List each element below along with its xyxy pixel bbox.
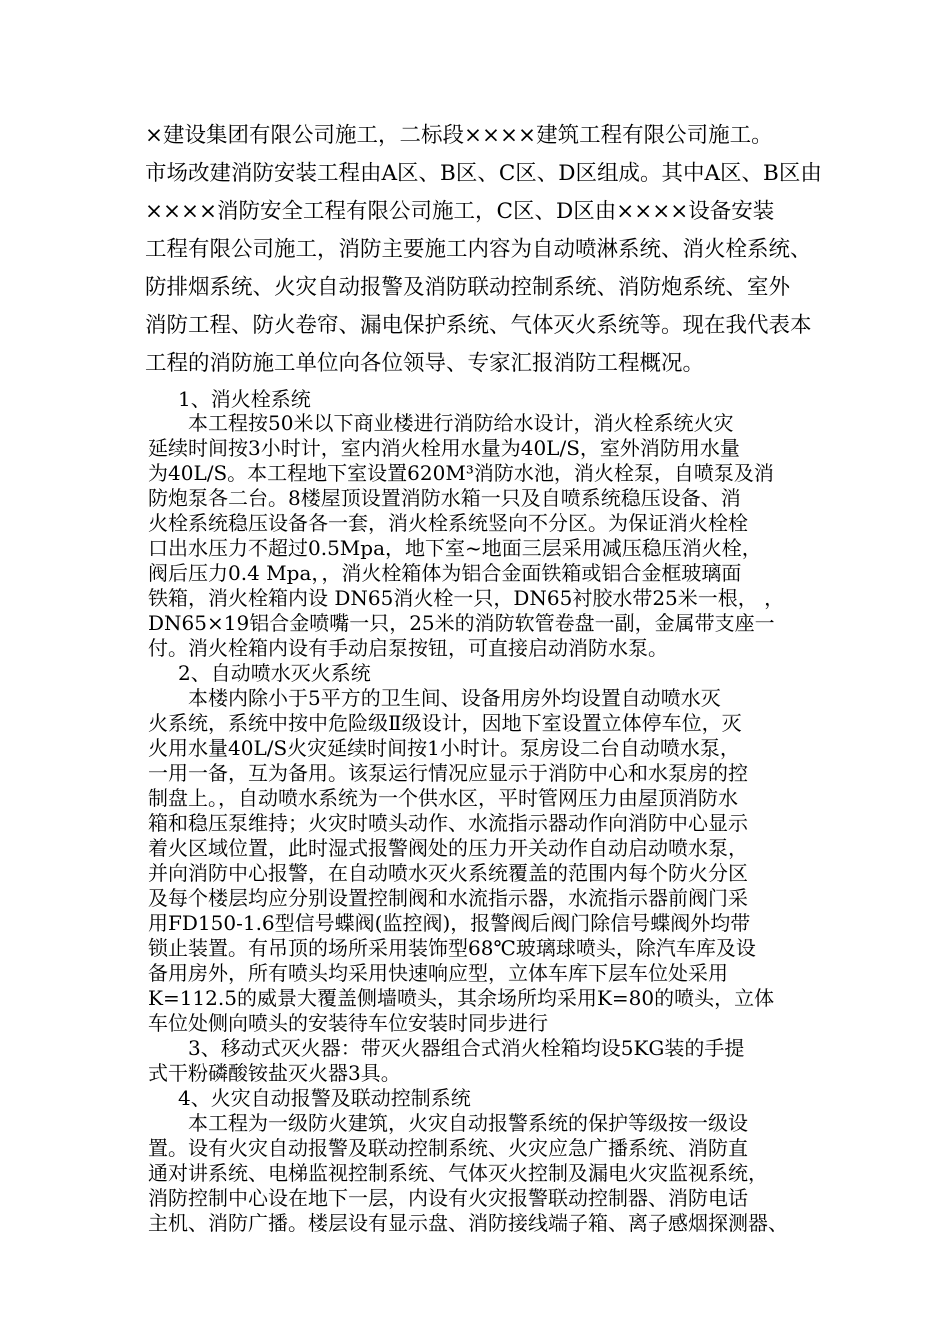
body-line: 阀后压力0.4 Mpa，，消火栓箱体为铝合金面铁箱或铝合金框玻璃面: [148, 561, 742, 585]
intro-line: ×建设集团有限公司施工，二标段××××建筑工程有限公司施工。: [145, 123, 773, 148]
body-line: 式干粉磷酸铵盐灭火器3具。: [148, 1061, 401, 1085]
body-line: 防炮泵各二台。8楼屋顶设置消防水箱一只及自喷系统稳压设备、消: [148, 486, 741, 510]
body-line: 本工程为一级防火建筑，火灾自动报警系统的保护等级按一级设: [188, 1111, 748, 1135]
body-line: 及每个楼层均应分别设置控制阀和水流指示器，水流指示器前阀门采: [148, 886, 748, 910]
body-line: 火栓系统稳压设备各一套，消火栓系统竖向不分区。为保证消火栓栓: [148, 511, 748, 535]
intro-line: 防排烟系统、火灾自动报警及消防联动控制系统、消防炮系统、室外: [145, 275, 791, 300]
body-line: 通对讲系统、电梯监视控制系统、气体灭火控制及漏电火灾监视系统，: [148, 1161, 768, 1185]
intro-line: 工程的消防施工单位向各位领导、专家汇报消防工程概况。: [145, 351, 705, 376]
body-line: 备用房外，所有喷头均采用快速响应型，立体车库下层车位处采用: [148, 961, 728, 985]
section-heading: 2、自动喷水灭火系统: [178, 661, 371, 685]
section-heading: 1、消火栓系统: [178, 387, 311, 411]
body-line: 3、移动式灭火器：带灭火器组合式消火栓箱均设5KG装的手提: [188, 1036, 745, 1060]
intro-line: 消防工程、防火卷帘、漏电保护系统、气体灭火系统等。现在我代表本: [145, 313, 812, 338]
body-line: 铁箱，消火栓箱内设 DN65消火栓一只，DN65衬胶水带25米一根， ，: [148, 586, 785, 610]
body-line: DN65×19铝合金喷嘴一只，25米的消防软管卷盘一副，金属带支座一: [148, 611, 775, 635]
body-line: 车位处侧向喷头的安装待车位安装时同步进行: [148, 1011, 548, 1035]
body-line: 火用水量40L/S火灾延续时间按1小时计。泵房设二台自动喷水泵，: [148, 736, 740, 760]
body-line: K=112.5的威景大覆盖侧墙喷头，其余场所均采用K=80的喷头，立体: [148, 986, 775, 1010]
body-line: 主机、消防广播。楼层设有显示盘、消防接线端子箱、离子感烟探测器、: [148, 1211, 788, 1235]
body-line: 付。消火栓箱内设有手动启泵按钮，可直接启动消防水泵。: [148, 636, 668, 660]
body-line: 箱和稳压泵维持；火灾时喷头动作、水流指示器动作向消防中心显示: [148, 811, 748, 835]
body-line: 并向消防中心报警，在自动喷水灭火系统覆盖的范围内每个防火分区: [148, 861, 748, 885]
body-line: 着火区域位置，此时湿式报警阀处的压力开关动作自动启动喷水泵，: [148, 836, 748, 860]
body-line: 锁止装置。有吊顶的场所采用装饰型68℃玻璃球喷头，除汽车库及设: [148, 936, 756, 960]
body-line: 本工程按50米以下商业楼进行消防给水设计，消火栓系统火灾: [188, 411, 734, 435]
body-line: 口出水压力不超过0.5Mpa，地下室~地面三层采用减压稳压消火栓，: [148, 536, 762, 560]
intro-line: ××××消防安全工程有限公司施工，C区、D区由××××设备安装: [145, 199, 775, 224]
body-line: 消防控制中心设在地下一层，内设有火灾报警联动控制器、消防电话: [148, 1186, 748, 1210]
body-line: 火系统，系统中按中危险级Ⅱ级设计，因地下室设置立体停车位，灭: [148, 711, 742, 735]
body-line: 一用一备，互为备用。该泵运行情况应显示于消防中心和水泵房的控: [148, 761, 748, 785]
body-line: 用FD150-1.6型信号蝶阀(监控阀)，报警阀后阀门除信号蝶阀外均带: [148, 911, 751, 935]
section-heading: 4、火灾自动报警及联动控制系统: [178, 1086, 471, 1110]
body-line: 延续时间按3小时计，室内消火栓用水量为40L/S，室外消防用水量: [148, 436, 740, 460]
body-line: 为40L/S。本工程地下室设置620M³消防水池，消火栓泵，自喷泵及消: [148, 461, 774, 485]
body-line: 制盘上。，自动喷水系统为一个供水区，平时管网压力由屋顶消防水: [148, 786, 738, 810]
intro-line: 工程有限公司施工，消防主要施工内容为自动喷淋系统、消火栓系统、: [145, 237, 812, 262]
intro-line: 市场改建消防安装工程由A区、B区、C区、D区组成。其中A区、B区由: [145, 161, 822, 186]
body-line: 本楼内除小于5平方的卫生间、设备用房外均设置自动喷水灭: [188, 686, 721, 710]
body-line: 置。设有火灾自动报警及联动控制系统、火灾应急广播系统、消防直: [148, 1136, 748, 1160]
